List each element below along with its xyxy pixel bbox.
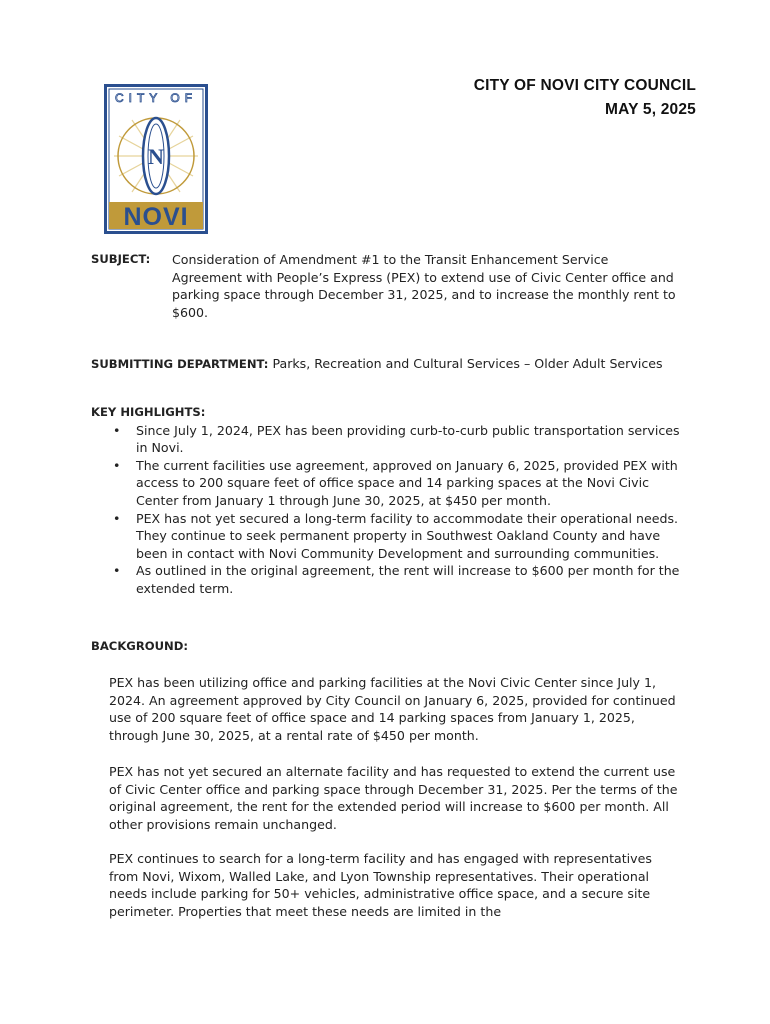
- highlight-text: The current facilities use agreement, approved on January 6, 2025, provided PEX with access to 200 square feet of office space and 14 parking spaces at the Novi Civic Center from January 1 through June 30, 2025, at $450 per month.: [136, 457, 678, 508]
- meeting-header: [474, 74, 696, 122]
- list-item: [91, 422, 681, 457]
- meeting-date: MAY 5, 2025: [605, 101, 696, 118]
- background-label: BACKGROUND:: [91, 639, 188, 653]
- bullet-icon: •: [113, 457, 121, 473]
- highlights-list: [91, 422, 691, 598]
- bullet-icon: •: [113, 563, 121, 579]
- council-title: CITY OF NOVI CITY COUNCIL: [473, 77, 696, 94]
- list-item: [91, 457, 681, 510]
- list-item: [91, 510, 681, 563]
- highlight-text: Since July 1, 2024, PEX has been providing curb-to-curb public transportation services in Novi.: [136, 422, 680, 456]
- bullet-icon: •: [113, 510, 121, 526]
- department-label: SUBMITTING DEPARTMENT:: [91, 357, 269, 371]
- bullet-icon: •: [113, 422, 121, 438]
- background-paragraph: PEX has not yet secured an alternate facility and has requested to extend the current use of Civic Center office and parking space through December 31, 2025. Per the terms of the original agreement, the rent for the extended period will increase to $600 per month. All other provisions remain unchanged.: [109, 764, 678, 832]
- background-paragraph: PEX continues to search for a long-term facility and has engaged with representatives from Novi, Wixom, Walled Lake, and Lyon Township representatives. Their operational needs include parking for 50+ vehicles, administrative office space, and a secure site perimeter. Properties that meet these needs are limited in the: [109, 851, 652, 919]
- background-paragraph: PEX has been utilizing office and parking facilities at the Novi Civic Center since July 1, 2024. An agreement approved by City Council on January 6, 2025, provided for continued use of 200 square feet of office space and 14 parking spaces from January 1, 2025, through June 30, 2025, at a rental rate of $450 per month.: [109, 675, 676, 743]
- logo-top-text: CITY OF: [114, 91, 198, 105]
- subject-label: SUBJECT:: [91, 252, 151, 266]
- department-section: [91, 355, 711, 374]
- city-of-novi-logo: [104, 84, 208, 234]
- highlight-text: As outlined in the original agreement, the rent will increase to $600 per month for the extended term.: [136, 563, 680, 596]
- logo-monogram: N: [148, 144, 164, 169]
- subject-text: Consideration of Amendment #1 to the Transit Enhancement Service Agreement with People’s Express (PEX) to extend use of Civic Center office and parking space through December 31, 2025, and to increase the monthly rent to $600.: [172, 252, 676, 320]
- list-item: [91, 562, 681, 597]
- department-text: Parks, Recreation and Cultural Services – Older Adult Services: [272, 356, 663, 371]
- highlight-text: PEX has not yet secured a long-term facility to accommodate their operational needs. They continue to seek permanent property in Southwest Oakland County and have been in contact with Novi Community Development and surrounding communities.: [136, 510, 679, 561]
- logo-bottom-text: NOVI: [123, 203, 189, 231]
- key-highlights-label: KEY HIGHLIGHTS:: [91, 405, 206, 419]
- key-highlights-section: [91, 404, 691, 598]
